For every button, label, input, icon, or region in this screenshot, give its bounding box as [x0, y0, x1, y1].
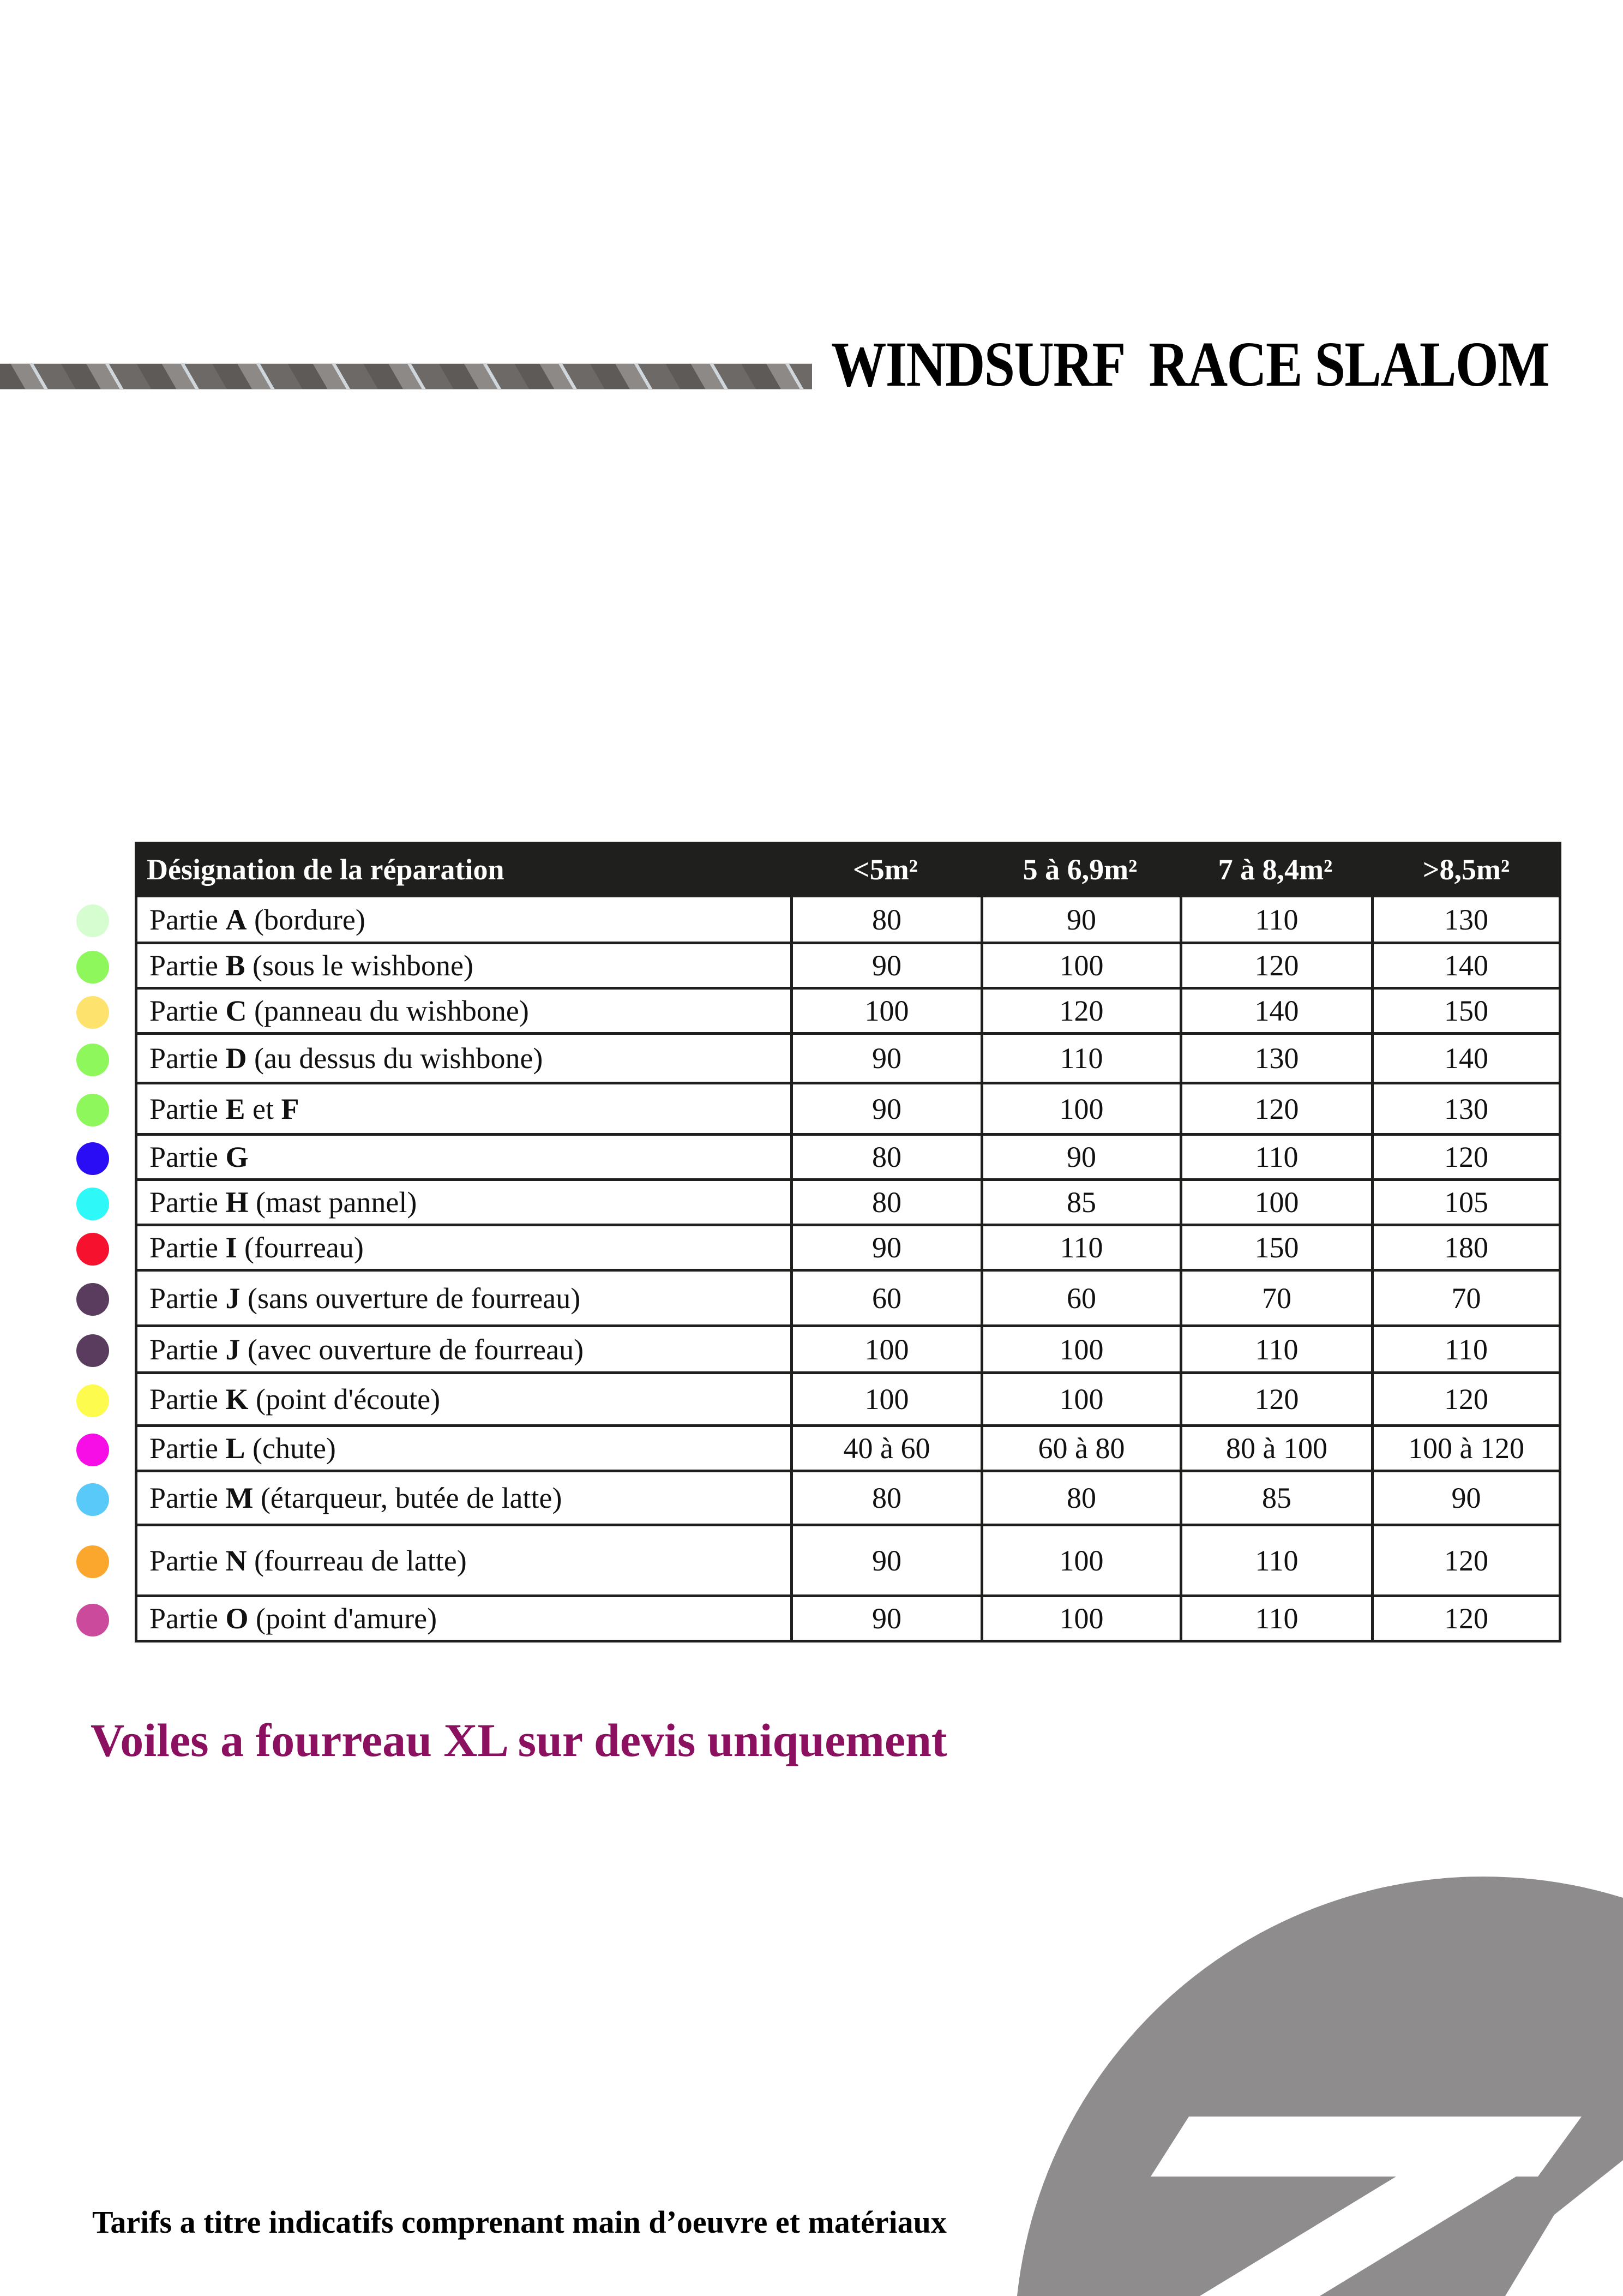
part-prefix: Partie [149, 1186, 226, 1219]
price-cell: 100 [790, 1374, 981, 1424]
zone-color-dot [76, 1283, 109, 1316]
part-letter: L [225, 1432, 245, 1465]
zone-color-dot [76, 904, 109, 937]
part-description: (fourreau de latte) [247, 1544, 467, 1577]
zone-color-dot [76, 1188, 109, 1220]
zone-color-dot [76, 1604, 109, 1636]
part-letter: C [225, 994, 247, 1027]
price-cell: 90 [790, 1526, 981, 1594]
table-row [135, 1035, 1561, 1084]
xl-sleeve-note: Voiles a fourreau XL sur devis uniquement [91, 1714, 947, 1766]
footer-disclaimer: Tarifs a titre indicatifs comprenant main d’oeuvre et matériaux [92, 2204, 947, 2240]
price-cell: 100 [790, 1327, 981, 1371]
zone-color-dot [76, 1483, 109, 1516]
repair-designation [135, 1272, 790, 1324]
repair-designation [135, 990, 790, 1032]
price-cell: 100 [981, 1327, 1180, 1371]
price-cell: 110 [1180, 1526, 1371, 1594]
price-cell: 130 [1371, 897, 1561, 942]
price-cell: 90 [1371, 1472, 1561, 1524]
price-cell: 140 [1180, 990, 1371, 1032]
price-cell: 100 [981, 1374, 1180, 1424]
part-description: (sous le wishbone) [245, 949, 473, 982]
table-row [135, 1374, 1561, 1427]
price-cell: 100 [981, 944, 1180, 987]
zone-color-dot [76, 1094, 109, 1126]
page-title: WINDSURF RACE SLALOM [831, 328, 1549, 400]
price-cell: 100 [790, 990, 981, 1032]
price-cell: 110 [1180, 1327, 1371, 1371]
part-prefix: Partie [149, 1602, 226, 1635]
part-description: (fourreau) [237, 1231, 364, 1264]
repair-designation [135, 1374, 790, 1424]
zone-color-dot [76, 1545, 109, 1578]
part-prefix: Partie [149, 1141, 226, 1173]
repair-designation [135, 1597, 790, 1640]
price-cell: 120 [1180, 944, 1371, 987]
part-description: (sans ouverture de fourreau) [240, 1281, 581, 1315]
price-cell: 40 à 60 [790, 1427, 981, 1470]
part-letter: A [225, 903, 247, 936]
table-row [135, 1272, 1561, 1327]
price-cell: 120 [1371, 1136, 1561, 1178]
price-cell: 90 [981, 1136, 1180, 1178]
part-letter: N [225, 1544, 247, 1577]
price-cell: 90 [790, 1597, 981, 1640]
price-cell: 110 [1180, 897, 1371, 942]
price-cell: 80 [790, 897, 981, 942]
repair-designation [135, 1181, 790, 1224]
price-cell: 120 [1180, 1084, 1371, 1133]
part-prefix: Partie [149, 1092, 226, 1125]
part-prefix: Partie [149, 1042, 226, 1075]
price-cell: 70 [1371, 1272, 1561, 1324]
part-prefix: Partie [149, 1482, 226, 1514]
table-row [135, 990, 1561, 1035]
price-cell: 150 [1371, 990, 1561, 1032]
table-row [135, 1526, 1561, 1597]
column-header-gt8.5: >8,5m² [1422, 853, 1510, 886]
zone-color-dot [76, 1334, 109, 1367]
repair-designation [135, 1327, 790, 1371]
price-cell: 70 [1180, 1272, 1371, 1324]
repair-designation [135, 1084, 790, 1133]
table-row [135, 1327, 1561, 1374]
part-prefix: Partie [149, 903, 226, 936]
table-row [135, 897, 1561, 944]
part-letter: G [225, 1141, 249, 1173]
repair-designation [135, 897, 790, 942]
table-header [135, 842, 1561, 897]
price-cell: 110 [1180, 1136, 1371, 1178]
price-cell: 90 [981, 897, 1180, 942]
part-letter: O [225, 1602, 249, 1635]
price-cell: 85 [1180, 1472, 1371, 1524]
part-description: (étarqueur, butée de latte) [253, 1482, 562, 1514]
part-letter: J [225, 1281, 241, 1315]
price-cell: 80 [790, 1472, 981, 1524]
table-row [135, 1226, 1561, 1272]
price-cell: 90 [790, 1035, 981, 1082]
zone-color-dot [76, 1044, 109, 1076]
repair-designation [135, 1526, 790, 1594]
part-prefix: Partie [149, 1333, 226, 1366]
price-cell: 80 [790, 1136, 981, 1178]
part-letter-2: F [281, 1092, 299, 1125]
column-header-7-8.4: 7 à 8,4m² [1218, 853, 1333, 886]
part-letter: K [225, 1383, 249, 1416]
price-cell: 90 [790, 944, 981, 987]
zone-color-dot [76, 996, 109, 1029]
zone-color-dot [76, 1434, 109, 1466]
price-cell: 80 [981, 1472, 1180, 1524]
zone-color-dot [76, 951, 109, 984]
price-cell: 130 [1180, 1035, 1371, 1082]
logo-z-top [1151, 2117, 1582, 2177]
repair-designation [135, 944, 790, 987]
price-cell: 100 à 120 [1371, 1427, 1561, 1470]
price-cell: 110 [1180, 1597, 1371, 1640]
price-cell: 120 [1180, 1374, 1371, 1424]
price-cell: 60 [790, 1272, 981, 1324]
zone-color-dot [76, 1233, 109, 1266]
price-cell: 85 [981, 1181, 1180, 1224]
price-cell: 130 [1371, 1084, 1561, 1133]
sail-cloth-banner-image [0, 363, 812, 390]
part-letter: H [225, 1186, 249, 1219]
logo-circle-shape [1017, 1877, 1623, 2296]
price-cell: 90 [790, 1084, 981, 1133]
price-cell: 140 [1371, 1035, 1561, 1082]
price-cell: 110 [1371, 1327, 1561, 1371]
part-prefix: Partie [149, 1544, 226, 1577]
part-prefix: Partie [149, 1281, 226, 1315]
price-cell: 150 [1180, 1226, 1371, 1269]
part-description: (chute) [245, 1432, 336, 1465]
table-row [135, 1597, 1561, 1642]
table-row [135, 1084, 1561, 1136]
price-cell: 100 [981, 1597, 1180, 1640]
repair-designation [135, 1472, 790, 1524]
price-cell: 105 [1371, 1181, 1561, 1224]
price-cell: 110 [981, 1035, 1180, 1082]
price-cell: 180 [1371, 1226, 1561, 1269]
part-description: et [245, 1092, 281, 1125]
part-letter: D [225, 1042, 247, 1075]
price-cell: 140 [1371, 944, 1561, 987]
zone-color-dot [76, 1384, 109, 1417]
table-row [135, 1181, 1561, 1226]
part-description: (panneau du wishbone) [247, 994, 529, 1027]
part-letter: E [225, 1092, 245, 1125]
part-description: (point d'amure) [248, 1602, 437, 1635]
part-prefix: Partie [149, 949, 226, 982]
table-row [135, 1472, 1561, 1526]
price-cell: 120 [1371, 1374, 1561, 1424]
price-cell: 80 à 100 [1180, 1427, 1371, 1470]
repair-designation [135, 1427, 790, 1470]
price-cell: 120 [981, 990, 1180, 1032]
price-cell: 100 [981, 1526, 1180, 1594]
part-letter: B [225, 949, 245, 982]
column-header-5-6.9: 5 à 6,9m² [1023, 853, 1138, 886]
price-cell: 60 [981, 1272, 1180, 1324]
part-letter: M [225, 1482, 254, 1514]
column-header-designation: Désignation de la réparation [147, 853, 504, 886]
price-cell: 80 [790, 1181, 981, 1224]
part-description: (mast pannel) [248, 1186, 417, 1219]
price-cell: 100 [1180, 1181, 1371, 1224]
column-header-lt5: <5m² [853, 853, 918, 886]
repair-designation [135, 1136, 790, 1178]
part-letter: I [225, 1231, 237, 1264]
repair-designation [135, 1226, 790, 1269]
price-cell: 90 [790, 1226, 981, 1269]
part-prefix: Partie [149, 1432, 226, 1465]
logo-z-diagonal [1200, 2177, 1516, 2296]
table-row [135, 1427, 1561, 1472]
part-letter: J [225, 1333, 241, 1366]
part-description: (bordure) [247, 903, 365, 936]
part-description: (avec ouverture de fourreau) [240, 1333, 584, 1366]
price-cell: 110 [981, 1226, 1180, 1269]
logo-z-right [1505, 2160, 1623, 2296]
part-description: (point d'écoute) [248, 1383, 441, 1416]
part-prefix: Partie [149, 994, 226, 1027]
part-prefix: Partie [149, 1231, 226, 1264]
price-cell: 100 [981, 1084, 1180, 1133]
price-cell: 120 [1371, 1526, 1561, 1594]
zone-color-dot [76, 1142, 109, 1175]
part-prefix: Partie [149, 1383, 226, 1416]
repair-designation [135, 1035, 790, 1082]
price-cell: 120 [1371, 1597, 1561, 1640]
table-row [135, 1136, 1561, 1181]
price-cell: 60 à 80 [981, 1427, 1180, 1470]
table-row [135, 944, 1561, 990]
part-description: (au dessus du wishbone) [247, 1042, 543, 1075]
